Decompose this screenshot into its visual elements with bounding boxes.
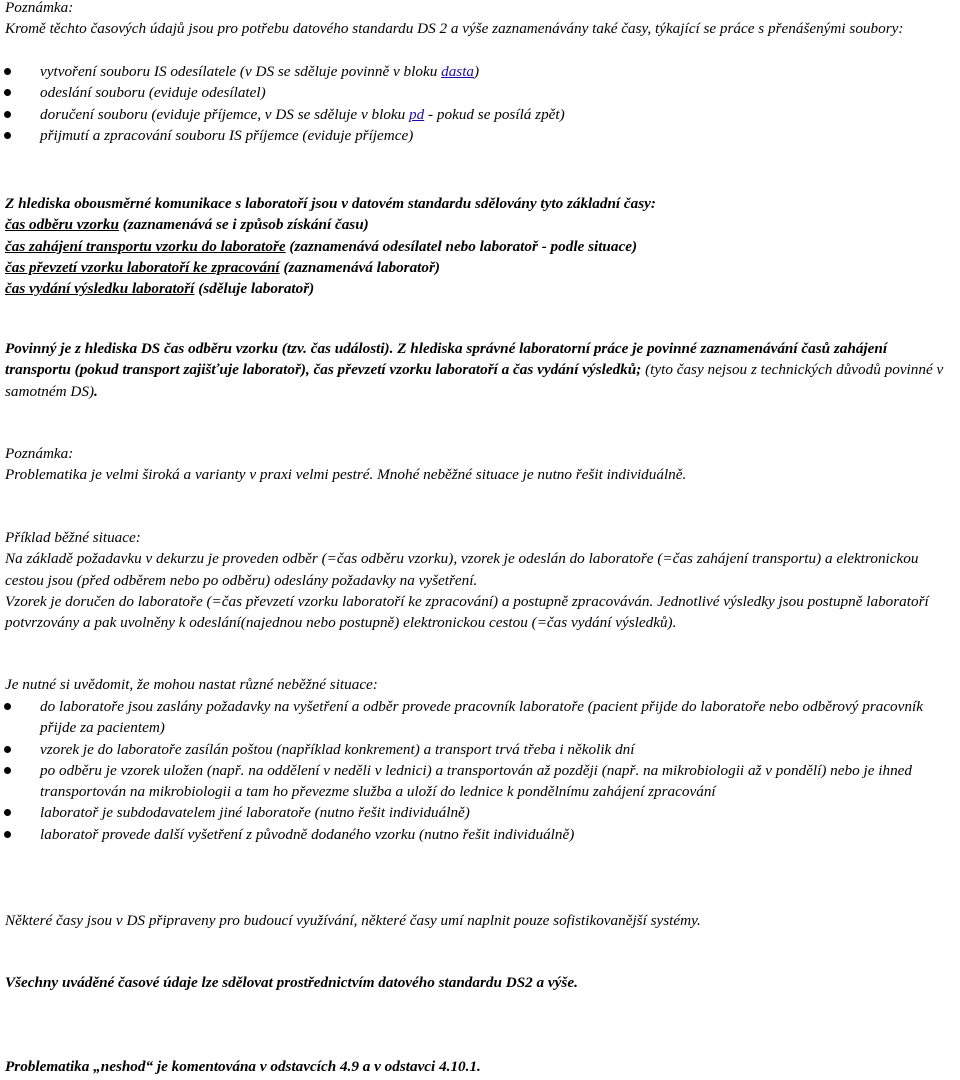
note2-heading: Poznámka: bbox=[5, 445, 74, 462]
list-item: doručení souboru (eviduje příjemce, v DS se sděluje v bloku pd - pokud se posílá zpět) bbox=[0, 104, 950, 125]
bullet-icon bbox=[4, 68, 11, 75]
list-item: vzorek je do laboratoře zasílán poštou (například konkrement) a transport trvá třeba i několik dní bbox=[0, 739, 950, 760]
example-section bbox=[5, 527, 953, 633]
list-item: vytvoření souboru IS odesílatele (v DS se sděluje povinně v bloku dasta) bbox=[0, 61, 950, 82]
list-item: přijmutí a zpracování souboru IS příjemce (eviduje příjemce) bbox=[0, 125, 950, 146]
note1-bullet-list bbox=[0, 61, 950, 146]
bullet-icon bbox=[4, 809, 11, 816]
time-row: čas vydání výsledku laboratoří (sděluje laboratoř) bbox=[5, 280, 315, 298]
basic-times-section bbox=[5, 193, 953, 299]
bullet-icon bbox=[4, 831, 11, 838]
list-item: laboratoř je subdodavatelem jiné laboratoře (nutno řešit individuálně) bbox=[0, 802, 950, 823]
unusual-bullet-list bbox=[0, 696, 950, 845]
unusual-heading: Je nutné si uvědomit, že mohou nastat různé neběžné situace: bbox=[5, 676, 378, 693]
mandatory-paragraph: Povinný je z hlediska DS čas odběru vzorku (tzv. čas události). Z hlediska správné laboratorní práce je povinné zaznamenávání časů zahájení transportu (pokud transport zajišťuje laboratoř), čas převzetí vzorku laboratoří a čas vydání výsledků; (tyto časy nejsou z technických důvodů povinné v samotném DS). bbox=[5, 340, 944, 400]
basic-times-intro: Z hlediska obousměrné komunikace s laboratoří jsou v datovém standardu sdělovány tyto základní časy: bbox=[5, 195, 656, 212]
list-item: po odběru je vzorek uložen (např. na oddělení v neděli v lednici) a transportován až později (např. na mikrobiologii až v pondělí) nebo je ihned transportován na mikrobiologii a tam ho převezme služba a uloží do lednice k pondělnímu zahájení zpracování bbox=[0, 760, 950, 803]
example-heading: Příklad běžné situace: bbox=[5, 529, 141, 546]
example-paragraph-1: Na základě požadavku v dekurzu je proveden odběr (=čas odběru vzorku), vzorek je odeslán do laboratoře (=čas zahájení transportu) a elektronickou cestou jsou (před odběrem nebo po odběru) odeslány požadavky na vyšetření. bbox=[5, 550, 919, 589]
dasta-link[interactable]: dasta bbox=[441, 63, 475, 80]
example-paragraph-2: Vzorek je doručen do laboratoře (=čas převzetí vzorku laboratoří ke zpracování) a postupně zpracováván. Jednotlivé výsledky jsou postupně laboratoří potvrzovány a pak uvolněny k odeslání(najednou nebo postupně) elektronickou cestou (=čas vydání výsledků). bbox=[5, 592, 929, 632]
list-item: do laboratoře jsou zaslány požadavky na vyšetření a odběr provede pracovník laboratoře (pacient přijde do laboratoře nebo odběrový pracovník přijde za pacientem) bbox=[0, 696, 950, 739]
bullet-icon bbox=[4, 111, 11, 118]
bullet-icon bbox=[4, 703, 11, 710]
bullet-icon bbox=[4, 132, 11, 139]
future-note: Některé časy jsou v DS připraveny pro budoucí využívání, některé časy umí naplnit pouze sofistikovanější systémy. bbox=[5, 912, 701, 929]
note2-section bbox=[5, 443, 953, 486]
time-row: čas zahájení transportu vzorku do laboratoře (zaznamenává odesílatel nebo laboratoř - podle situace) bbox=[5, 237, 638, 255]
time-row: čas odběru vzorku (zaznamenává se i způsob získání času) bbox=[5, 216, 369, 234]
note1-intro: Kromě těchto časových údajů jsou pro potřebu datového standardu DS 2 a výše zaznamenávány také časy, týkající se práce s přenášenými soubory: bbox=[5, 20, 904, 38]
bullet-icon bbox=[4, 746, 11, 753]
list-item: laboratoř provede další vyšetření z původně dodaného vzorku (nutno řešit individuálně) bbox=[0, 824, 950, 845]
list-item: odeslání souboru (eviduje odesílatel) bbox=[0, 82, 950, 103]
pd-link[interactable]: pd bbox=[409, 105, 425, 123]
all-times-note: Všechny uváděné časové údaje lze sdělovat prostřednictvím datového standardu DS2 a výše. bbox=[5, 974, 578, 991]
note1-heading: Poznámka: bbox=[5, 0, 74, 16]
note2-text: Problematika je velmi široká a varianty v praxi velmi pestré. Mnohé neběžné situace je nutno řešit individuálně. bbox=[5, 466, 687, 484]
bullet-icon bbox=[4, 767, 11, 774]
note1-section bbox=[5, 0, 953, 40]
bullet-icon bbox=[4, 89, 11, 96]
neshod-note: Problematika „neshod“ je komentována v odstavcích 4.9 a v odstavci 4.10.1. bbox=[5, 1058, 481, 1075]
time-row: čas převzetí vzorku laboratoří ke zpracování (zaznamenává laboratoř) bbox=[5, 258, 440, 276]
